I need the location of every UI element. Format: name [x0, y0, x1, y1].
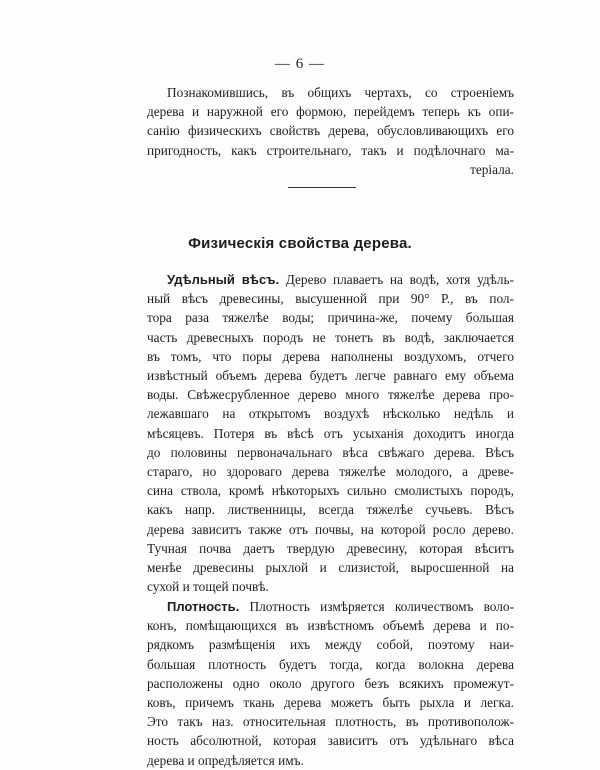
text-line: санію физическихъ свойствъ дерева, обусловливающихъ его — [147, 123, 514, 139]
text-line: мѣсяцевъ. Потеря въ вѣсѣ отъ усыханія доходитъ иногда — [147, 425, 514, 441]
text-line: ный вѣсъ древесины, высушенной при 90° Р., въ пол- — [147, 291, 514, 307]
text-line: дерева и наружной его формою, перейдемъ теперь къ опи- — [147, 104, 514, 120]
text-line: пригодность, какъ строительнаго, такъ и подѣлочнаго ма- — [147, 142, 514, 158]
term-density: Плотность. — [167, 599, 240, 614]
text-line: ковъ, причемъ ткань дерева можетъ быть рыхла и легка. — [147, 695, 514, 711]
text-line: Познакомившись, въ общихъ чертахъ, со строеніемъ — [167, 85, 514, 100]
text-line: дерева и опредѣляется имъ. — [147, 752, 304, 768]
text-line: извѣстный объемъ дерева будетъ легче равнаго ему объема — [147, 368, 514, 384]
intro-paragraph — [147, 83, 514, 179]
text-line: до половины первоначальнаго вѣса свѣжаго дерева. Вѣсъ — [147, 444, 514, 460]
text-line: ность абсолютной, которая зависитъ отъ удѣльнаго вѣса — [147, 733, 514, 749]
specific-weight-paragraph — [147, 270, 514, 596]
text-line: дерева зависитъ также отъ почвы, на которой росло дерево. — [147, 521, 514, 537]
text-line: рядкомъ размѣщенія ихъ между собой, поэтому наи- — [147, 637, 514, 653]
text-line: теріала. — [470, 161, 514, 177]
text-line: большая плотность будетъ тогда, когда волокна дерева — [147, 656, 514, 672]
text-line — [147, 270, 514, 289]
section-title: Физическія свойства дерева. — [188, 235, 412, 252]
text-line: Тучная почва даетъ твердую древесину, которая вѣситъ — [147, 540, 514, 556]
text-fragment: Плотность измѣряется количествомъ воло- — [249, 599, 514, 614]
text-line: лежавшаго на открытомъ воздухѣ нѣсколько недѣль и — [147, 406, 514, 422]
text-line: расположены одно около другого безъ всякихъ промежут- — [147, 675, 514, 691]
text-line: часть древесныхъ породъ не тонетъ въ водѣ, заключается — [147, 329, 514, 345]
text-line: стараго, но здороваго дерева тяжелѣе молодого, а древе- — [147, 464, 514, 480]
text-line: менѣе древесины рыхлой и слизистой, выросшенной на — [147, 560, 514, 576]
term-specific-weight: Удѣльный вѣсъ. — [167, 272, 280, 287]
text-line: сухой и тощей почвѣ. — [147, 579, 269, 595]
text-line: тора раза тяжелѣе воды; причина-же, почему большая — [147, 310, 514, 326]
section-divider — [288, 187, 356, 188]
text-line: воды. Свѣжесрубленное дерево много тяжелѣе дерева про- — [147, 387, 514, 403]
text-line: въ томъ, что поры дерева наполнены воздухомъ, отчего — [147, 348, 514, 364]
text-line: сина ствола, кромѣ нѣкоторыхъ сильно смолистыхъ породъ, — [147, 483, 514, 499]
text-line: Это такъ наз. относительная плотность, въ противополож- — [147, 714, 514, 730]
text-line: какъ напр. лиственницы, всегда тяжелѣе сучьевъ. Вѣсъ — [147, 502, 514, 518]
text-fragment: Дерево плаваетъ на водѣ, хотя удѣль- — [285, 272, 514, 287]
density-paragraph — [147, 597, 514, 770]
text-line: конъ, помѣщающихся въ извѣстномъ объемѣ дерева и по- — [147, 618, 514, 634]
page-number: — 6 — — [275, 56, 325, 72]
text-line — [147, 597, 514, 616]
